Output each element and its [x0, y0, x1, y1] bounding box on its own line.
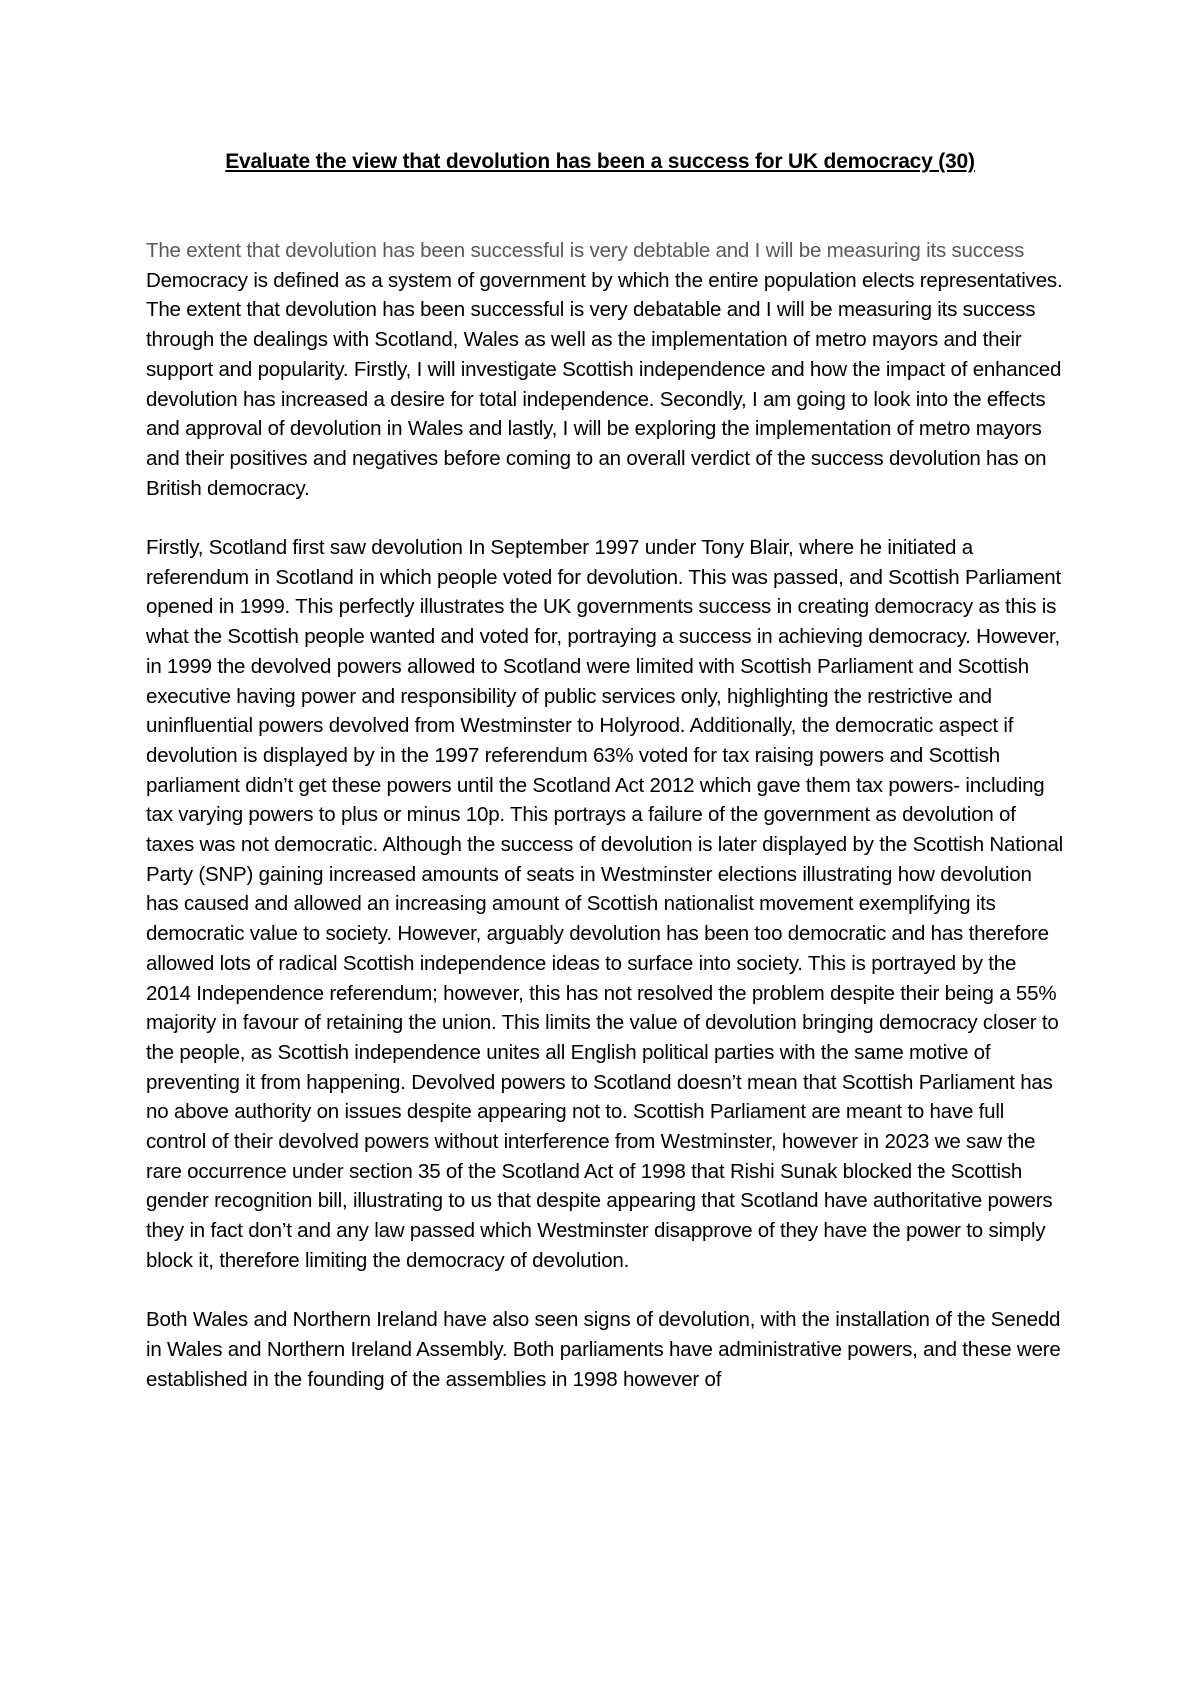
wales-ni-paragraph: Both Wales and Northern Ireland have also seen signs of devolution, with the installation of the Senedd in Wales and Northern Ireland Assembly. Both parliaments have administrative powers, and these were established in the founding of the assemblies in 1998 however of: [146, 1308, 1061, 1391]
intro-note-paragraph: The extent that devolution has been successful is very debtable and I will be measuring its success: [146, 239, 1025, 262]
document-title: Evaluate the view that devolution has been a success for UK democracy (30): [225, 150, 975, 173]
introduction-paragraph: Democracy is defined as a system of government by which the entire population elects representatives. The extent that devolution has been successful is very debatable and I will be measuring its success through the dealings with Scotland, Wales as well as the implementation of metro mayors and their support and popularity. Firstly, I will investigate Scottish independence and how the impact of enhanced devolution has increased a desire for total independence. Secondly, I am going to look into the effects and approval of devolution in Wales and lastly, I will be exploring the implementation of metro mayors and their positives and negatives before coming to an overall verdict of the success devolution has on British democracy.: [146, 268, 1063, 500]
document-body: [146, 236, 1066, 1394]
scotland-paragraph: Firstly, Scotland first saw devolution In September 1997 under Tony Blair, where he initiated a referendum in Scotland in which people voted for devolution. This was passed, and Scottish Parliament opened in 1999. This perfectly illustrates the UK governments success in creating democracy as this is what the Scottish people wanted and voted for, portraying a success in achieving democracy. However, in 1999 the devolved powers allowed to Scotland were limited with Scottish Parliament and Scottish executive having power and responsibility of public services only, highlighting the restrictive and uninfluential powers devolved from Westminster to Holyrood. Additionally, the democratic aspect if devolution is displayed by in the 1997 referendum 63% voted for tax raising powers and Scottish parliament didn’t get these powers until the Scotland Act 2012 which gave them tax powers- including tax varying powers to plus or minus 10p. This portrays a failure of the government as devolution of taxes was not democratic. Although the success of devolution is later displayed by the Scottish National Party (SNP) gaining increased amounts of seats in Westminster elections illustrating how devolution has caused and allowed an increasing amount of Scottish nationalist movement exemplifying its democratic value to society. However, arguably devolution has been too democratic and has therefore allowed lots of radical Scottish independence ideas to surface into society. This is portrayed by the 2014 Independence referendum; however, this has not resolved the problem despite their being a 55% majority in favour of retaining the union. This limits the value of devolution bringing democracy closer to the people, as Scottish independence unites all English political parties with the same motive of preventing it from happening. Devolved powers to Scotland doesn’t mean that Scottish Parliament has no above authority on issues despite appearing not to. Scottish Parliament are meant to have full control of their devolved powers without interference from Westminster, however in 2023 we saw the rare occurrence under section 35 of the Scotland Act of 1998 that Rishi Sunak blocked the Scottish gender recognition bill, illustrating to us that despite appearing that Scotland have authoritative powers they in fact don’t and any law passed which Westminster disapprove of they have the power to simply block it, therefore limiting the democracy of devolution.: [146, 536, 1064, 1272]
